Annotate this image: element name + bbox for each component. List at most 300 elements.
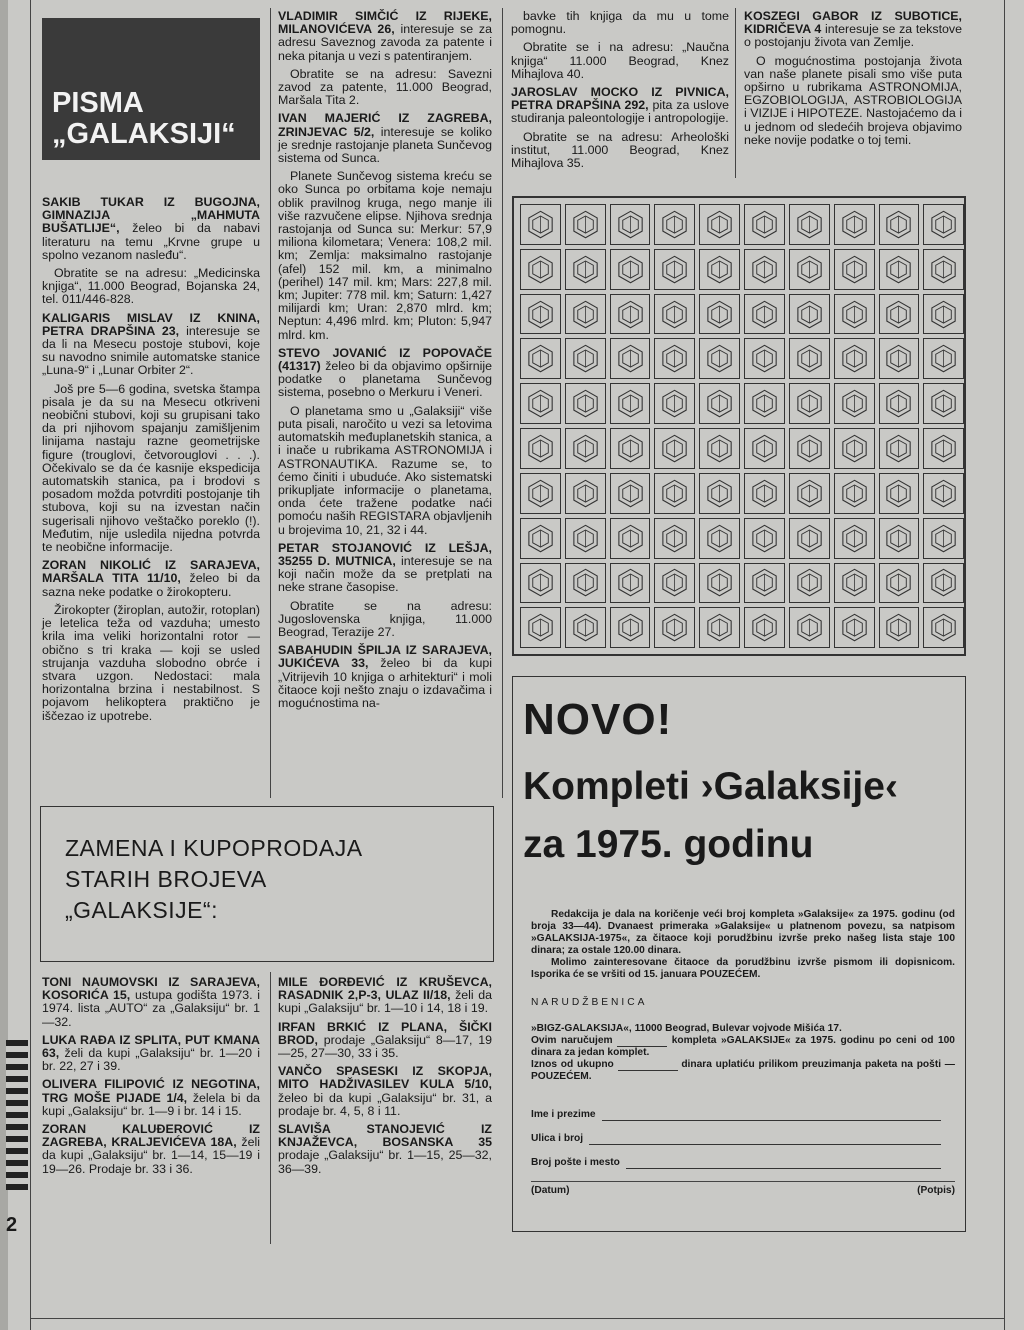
hexagon-icon (839, 388, 870, 419)
hexagon-icon (615, 209, 646, 240)
letter-text: želeo bi da objavimo opširnije podatke o planetama Sunčevog sistema, posebno o Merkuru i Veneri. (278, 359, 492, 400)
hexagon-cell (610, 294, 651, 335)
hexagon-icon (525, 209, 556, 240)
date-sign-line (531, 1181, 955, 1182)
hexagon-cell (789, 428, 830, 469)
field-name-label: Ime i prezime (531, 1109, 596, 1120)
hexagon-cell (565, 383, 606, 424)
hexagon-icon (928, 567, 959, 598)
hexagon-icon (525, 523, 556, 554)
hexagon-cell (610, 383, 651, 424)
hexagon-cell (610, 204, 651, 245)
field-sign-label: (Potpis) (917, 1185, 955, 1196)
hexagon-cell (520, 204, 561, 245)
letter-sender: ZORAN NIKOLIĆ IZ SARAJEVA, MARŠALA TITA 11/10, (42, 558, 260, 586)
hexagon-icon (659, 388, 690, 419)
field-street-label: Ulica i broj (531, 1133, 584, 1144)
hexagon-icon (883, 478, 914, 509)
hexagon-cell (744, 607, 785, 648)
hexagon-icon (615, 433, 646, 464)
letter-text: Obratite se i na adresu: „Naučna knjiga“ 11.000 Beograd, Knez Mihajlova 40. (511, 40, 729, 81)
col-divider-2 (502, 8, 503, 798)
hexagon-icon (570, 433, 601, 464)
hexagon-cell (744, 563, 785, 604)
letter-text: želela bi da kupi „Galaksiju“ br. 1—9 i br. 14 i 15. (42, 1090, 260, 1118)
field-post-label: Broj pošte i mesto (531, 1157, 620, 1168)
hexagon-cell (789, 294, 830, 335)
hexagon-icon (883, 433, 914, 464)
letter-text: želi da kupi „Galaksiju“ br. 1—14, 15—19 i 19—26. Prodaje br. 33 i 36. (42, 1135, 260, 1176)
hexagon-icon (839, 567, 870, 598)
letter-text: želi da kupi „Galaksiju“ br. 1—10 i 14, 18 i 19. (278, 988, 492, 1016)
hexagon-icon (928, 478, 959, 509)
frame-bottom (30, 1318, 1005, 1319)
letter-text: O mogućnostima postojanja života van naše planete pisali smo više puta opširno u rubrikama ASTRONOMIJA, EGZOBIOLOGIJA, ASTROBIOLOGIJA i VIZIJE i HIPOTEZE. Nastojaćemo da i u jednom od sledećih brojeva objavimo neke novije podatke o toj temi. (744, 53, 962, 147)
letter-paragraph (511, 10, 729, 36)
hexagon-icon (749, 254, 780, 285)
zamena-title: ZAMENA I KUPOPRODAJA STARIH BROJEVA „GALAKSIJE“: (65, 835, 362, 923)
letter-paragraph (511, 41, 729, 81)
field-street-input[interactable] (589, 1133, 941, 1145)
hexagon-icon (839, 343, 870, 374)
novo-body-p2: Molimo zainteresovane čitaoce da porudžbinu izvrše pismom ili dopisnicom. Isporika će se vršiti od 15. januara POUZEĆEM. (531, 957, 955, 980)
hexagon-icon (570, 388, 601, 419)
order-title: NARUDŽBENICA (531, 997, 648, 1008)
letter-text: interesuje se da li na Mesecu postoje stubovi, koje su navodno snimile automatske stanice „Luna-9“ i „Lunar Orbiter 2“. (42, 323, 260, 378)
hexagon-icon (749, 209, 780, 240)
novo-body-p1: Redakcija je dala na koričenje veći broj kompleta »Galaksije« za 1975. godinu (od broja 33—44). Dvanaest primeraka »Galaksije« u platnenom povezu, sa natpisom »GALAKSIJA-1975«, za čitaoce koji porudžbinu izvrše preko našeg lista staje 100 dinara; za ostale 120.00 dinara. (531, 909, 955, 956)
hexagon-icon (615, 567, 646, 598)
field-post-input[interactable] (626, 1157, 941, 1169)
letter-sender: SLAVIŠA STANOJEVIĆ IZ KNJAŽEVCA, BOSANSKA 35 (278, 1122, 492, 1150)
letter-paragraph (511, 86, 729, 126)
hexagon-cell (565, 338, 606, 379)
letter-text: Obratite se na adresu: „Medicinska knjiga“, 11.000 Beograd, Bojanska 24, tel. 011/446-828. (42, 266, 260, 307)
hexagon-cell (789, 204, 830, 245)
col-divider-3 (735, 8, 736, 178)
order-address: »BIGZ-GALAKSIJA«, 11000 Beograd, Bulevar vojvode Mišića 17. (531, 1023, 842, 1034)
hexagon-icon (928, 343, 959, 374)
hexagon-cell (923, 338, 964, 379)
hexagon-cell (610, 563, 651, 604)
letter-sender: SAKIB TUKAR IZ BUGOJNA, GIMNAZIJA „MAHMUTA BUŠATLIJE“, (42, 195, 260, 236)
hexagon-icon (704, 433, 735, 464)
hexagon-icon (525, 612, 556, 643)
hexagon-cell (520, 563, 561, 604)
letter-sender: IRFAN BRKIĆ IZ PLANA, ŠIČKI BROD, (278, 1019, 492, 1047)
letter-paragraph (278, 170, 492, 342)
letter-paragraph (278, 600, 492, 640)
letter-text: želeo bi da sazna neke podatke o žirokopteru. (42, 571, 260, 599)
hexagon-cell (565, 563, 606, 604)
hexagon-icon (839, 433, 870, 464)
order-qty-label: Ovim naručujem (531, 1035, 613, 1046)
hexagon-cell (834, 383, 875, 424)
hexagon-icon (570, 523, 601, 554)
hexagon-icon (794, 523, 825, 554)
hexagon-cell (923, 383, 964, 424)
hexagon-icon (794, 567, 825, 598)
letter-paragraph (278, 1065, 492, 1118)
hexagon-icon (570, 299, 601, 330)
hexagon-icon (883, 343, 914, 374)
field-name-input[interactable] (602, 1109, 941, 1121)
hexagon-cell (923, 204, 964, 245)
hexagon-cell (879, 338, 920, 379)
hexagon-icon (659, 254, 690, 285)
hexagon-icon (659, 567, 690, 598)
hexagon-icon (839, 209, 870, 240)
hexagon-cell (610, 473, 651, 514)
hexagon-cell (879, 607, 920, 648)
letter-sender: ZORAN KALUĐEROVIĆ IZ ZAGREBA, KRALJEVIĆEVA 18A, (42, 1122, 260, 1150)
zamena-divider (270, 972, 271, 1244)
hexagon-cell (744, 338, 785, 379)
letter-paragraph (42, 559, 260, 599)
hexagon-icon (749, 523, 780, 554)
zamena-column-2 (278, 976, 492, 1181)
hexagon-cell (744, 428, 785, 469)
hexagon-cell (654, 383, 695, 424)
hexagon-cell (520, 294, 561, 335)
hexagon-cell (654, 473, 695, 514)
hexagon-icon (704, 567, 735, 598)
letter-text: želeo bi da kupi „Galaksiju“ br. 31, a prodaje br. 4, 5, 8 i 11. (278, 1090, 492, 1118)
hexagon-cell (565, 473, 606, 514)
hexagon-icon (525, 433, 556, 464)
letter-paragraph (42, 312, 260, 378)
letter-text: Obratite se na adresu: Arheološki institut, 11.000 Beograd, Knez Mihajlova 35. (511, 129, 729, 171)
hexagon-icon (704, 612, 735, 643)
letter-text: interesuje se na koji način može da se pretplati na neke strane časopise. (278, 553, 492, 595)
hexagon-icon (525, 343, 556, 374)
order-total-line (531, 1059, 955, 1083)
hexagon-cell (654, 518, 695, 559)
hexagon-icon (570, 478, 601, 509)
letter-paragraph (744, 10, 962, 50)
hexagon-cell (744, 249, 785, 290)
hexagon-cell (789, 607, 830, 648)
novo-ad-box (512, 676, 966, 1232)
hexagon-cell (789, 473, 830, 514)
hexagon-cell (610, 607, 651, 648)
hexagon-icon (928, 388, 959, 419)
hexagon-icon (704, 343, 735, 374)
hexagon-icon (794, 433, 825, 464)
hexagon-cell (834, 607, 875, 648)
letter-paragraph (278, 112, 492, 165)
letter-sender: MILE ĐORĐEVIĆ IZ KRUŠEVCA, RASADNIK 2,P-3, ULAZ II/18, (278, 975, 492, 1003)
hexagon-cell (610, 338, 651, 379)
letter-text: pita za uslove studiranja paleontologije i antropologije. (511, 98, 729, 126)
hexagon-icon (525, 254, 556, 285)
letter-sender: VANČO SPASESKI IZ SKOPJA, MITO HADŽIVASILEV KULA 5/10, (278, 1064, 492, 1092)
hexagon-icon (794, 299, 825, 330)
hexagon-icon (615, 612, 646, 643)
hexagon-cell (923, 249, 964, 290)
order-text (531, 1023, 955, 1083)
hexagon-cell (654, 204, 695, 245)
field-date-label: (Datum) (531, 1185, 570, 1196)
hexagon-icon (883, 523, 914, 554)
letter-text: Još pre 5—6 godina, svetska štampa pisala je da su na Mesecu otkriveni neobični stubovi, koji su grupisani tako da pri njihovom spajanju zamišljenim linijama nastaju razne geometrijske figure (trouglovi, četvorouglovi . . .). Očekivalo se da će kasnije ekspedicija automatskih stanica, pa i brodovi s posadom možda potvrditi postojanje tih stubova, koji su na izvestan način sugerisali njihovo veštačko poreklo (!). Međutim, nije usledila nijedna potvrda te neobične informacije. (42, 381, 260, 555)
hexagon-icon (704, 209, 735, 240)
hexagon-cell (699, 338, 740, 379)
letter-paragraph (42, 383, 260, 555)
letters-column-1 (42, 196, 260, 728)
letter-paragraph (744, 55, 962, 147)
novo-body (531, 909, 955, 981)
hexagon-icon (615, 254, 646, 285)
hexagon-cell (789, 563, 830, 604)
hexagon-cell (565, 518, 606, 559)
letter-paragraph (278, 1123, 492, 1176)
zamena-heading-box (40, 806, 494, 962)
hexagon-cell (834, 294, 875, 335)
hexagon-cell (654, 338, 695, 379)
letter-sender: OLIVERA FILIPOVIĆ IZ NEGOTINA, TRG MOŠE PIJADE 1/4, (42, 1077, 260, 1105)
hexagon-cell (834, 338, 875, 379)
decorative-hexagon-grid (512, 196, 966, 656)
letters-column-2 (278, 10, 492, 715)
hexagon-cell (699, 428, 740, 469)
letter-text: Planete Sunčevog sistema kreću se oko Sunca po orbitama koje nemaju oblik pravilnog kruga, nego manje ili više razvučene elipse. Njihova srednja rastojanja od Sunca su: Merkur: 57,9 miliona kilometara; Venera: 108,2 mil. km; Zemlja: maksimalno rastojanje (afel) 152 mil. km, a minimalno (perihel) 147 mil. km; Mars: 227,8 mil. km; Jupiter: 778 mil. km; Saturn: 1,427 milijardi km; Uran: 2,870 mlrd. km; Neptun: 4,496 mlrd. km; Pluton: 5,947 mlrd. km. (278, 169, 492, 342)
letter-text: interesuje se koliko je srednje rastojanje planeta Sunčevog sistema od Sunca. (278, 124, 492, 166)
hexagon-icon (839, 523, 870, 554)
letter-paragraph (42, 1034, 260, 1074)
hexagon-icon (570, 343, 601, 374)
zamena-column-1 (42, 976, 260, 1181)
hexagon-icon (749, 343, 780, 374)
hexagon-cell (789, 518, 830, 559)
novo-kompleti: Kompleti ›Galaksije‹ (523, 765, 898, 808)
hexagon-cell (789, 383, 830, 424)
col-divider-1 (270, 8, 271, 798)
field-name-row (531, 1109, 941, 1121)
letter-paragraph (42, 1123, 260, 1176)
hexagon-icon (525, 299, 556, 330)
hexagon-icon (749, 388, 780, 419)
letter-text: interesuje se za adresu Saveznog zavoda za patente i neka pitanja u vezi s patentiranjem. (278, 22, 492, 63)
hexagon-cell (520, 518, 561, 559)
hexagon-cell (610, 249, 651, 290)
hexagon-cell (520, 338, 561, 379)
hexagon-cell (744, 204, 785, 245)
hexagon-icon (883, 254, 914, 285)
letter-sender: VLADIMIR SIMČIĆ IZ RIJEKE, MILANOVIĆEVA 26, (278, 9, 492, 37)
hexagon-cell (834, 249, 875, 290)
letter-text: O planetama smo u „Galaksiji“ više puta pisali, naročito u vezi sa letovima automatskih međuplanetskih stanica, a i inače u rubrikama ASTRONOMIJA i ASTRONAUTIKA. Razume se, to ćemo činiti i ubuduće. Ako sistematski prikupljate informacije o planetama, onda ćete tražene podatke naći pomoću naših REGISTARA objavljenih u brojevima 10, 21, 32 i 44. (278, 403, 492, 537)
hexagon-cell (923, 518, 964, 559)
order-qty-text: kompleta »GALAKSIJE« za 1975. godinu po ceni od 100 dinara za jedan komplet. (531, 1035, 955, 1058)
hexagon-icon (794, 478, 825, 509)
hexagon-cell (565, 428, 606, 469)
hexagon-icon (794, 343, 825, 374)
hexagon-icon (883, 567, 914, 598)
letter-sender: LUKA RAĐA IZ SPLITA, PUT KMANA 63, (42, 1032, 260, 1061)
hexagon-cell (699, 563, 740, 604)
hexagon-icon (883, 209, 914, 240)
letter-text: želi da kupi „Galaksiju“ br. 1—20 i br. 22, 27 i 39. (42, 1046, 260, 1074)
hexagon-cell (610, 518, 651, 559)
hexagon-icon (659, 209, 690, 240)
letter-text: prodaje „Galaksiju“ 8—17, 19—25, 27—30, 33 i 35. (278, 1032, 492, 1061)
hexagon-cell (879, 204, 920, 245)
letter-paragraph (511, 131, 729, 171)
hexagon-cell (834, 428, 875, 469)
hexagon-icon (839, 299, 870, 330)
letter-text: prodaje „Galaksiju“ br. 1—15, 25—32, 36—39. (278, 1148, 492, 1176)
letter-paragraph (278, 10, 492, 63)
hexagon-cell (654, 428, 695, 469)
letter-text: interesuje se za tekstove o postojanju života van Zemlje. (744, 22, 962, 50)
hexagon-cell (879, 563, 920, 604)
hexagon-cell (654, 607, 695, 648)
hexagon-icon (794, 254, 825, 285)
letters-column-4 (744, 10, 962, 152)
hexagon-icon (704, 478, 735, 509)
hexagon-icon (839, 254, 870, 285)
hexagon-icon (704, 299, 735, 330)
frame-left (30, 0, 31, 1330)
hexagon-icon (659, 343, 690, 374)
hexagon-cell (789, 249, 830, 290)
hexagon-cell (744, 383, 785, 424)
letter-paragraph (278, 68, 492, 108)
letter-text: ustupa godišta 1973. i 1974. lista „AUTO“ za „Galaksiju“ br. 1—32. (42, 988, 261, 1029)
hexagon-cell (565, 204, 606, 245)
order-total-text: dinara uplatiću prilikom preuzimanja paketa na pošti — POUZEĆEM. (531, 1059, 955, 1082)
hexagon-icon (749, 567, 780, 598)
spine-pattern (6, 1040, 28, 1190)
hexagon-cell (520, 607, 561, 648)
hexagon-icon (794, 209, 825, 240)
hexagon-icon (749, 478, 780, 509)
hexagon-icon (704, 388, 735, 419)
page-number: 2 (6, 1214, 18, 1236)
field-date-row (531, 1185, 955, 1197)
hexagon-cell (923, 428, 964, 469)
field-street-row (531, 1133, 941, 1145)
hexagon-cell (699, 204, 740, 245)
letter-sender: JAROSLAV MOCKO IZ PIVNICA, PETRA DRAPŠINA 292, (511, 85, 729, 113)
letter-paragraph (42, 1078, 260, 1118)
novo-headline: NOVO! (523, 695, 673, 744)
hexagon-icon (883, 612, 914, 643)
hexagon-cell (520, 383, 561, 424)
hexagon-cell (834, 204, 875, 245)
hexagon-icon (570, 254, 601, 285)
hexagon-icon (928, 433, 959, 464)
hexagon-cell (879, 294, 920, 335)
hexagon-icon (928, 209, 959, 240)
letter-text: Obratite se na adresu: Savezni zavod za patente, 11.000 Beograd, Maršala Tita 2. (278, 66, 492, 108)
hexagon-icon (659, 523, 690, 554)
hexagon-cell (565, 607, 606, 648)
hexagon-cell (879, 428, 920, 469)
letter-sender: IVAN MAJERIĆ IZ ZAGREBA, ZRINJEVAC 5/2, (278, 111, 492, 139)
hexagon-icon (883, 299, 914, 330)
hexagon-cell (610, 428, 651, 469)
hexagon-icon (749, 299, 780, 330)
hexagon-icon (659, 299, 690, 330)
order-total-field[interactable] (618, 1070, 678, 1071)
letters-column-3 (511, 10, 729, 175)
hexagon-icon (749, 433, 780, 464)
hexagon-cell (879, 383, 920, 424)
hexagon-cell (520, 473, 561, 514)
hexagon-cell (879, 249, 920, 290)
hexagon-icon (749, 612, 780, 643)
hexagon-icon (704, 254, 735, 285)
hexagon-icon (615, 299, 646, 330)
hexagon-cell (879, 518, 920, 559)
hexagon-icon (704, 523, 735, 554)
letter-sender: STEVO JOVANIĆ IZ POPOVAČE (41317) (278, 345, 492, 374)
hexagon-icon (659, 433, 690, 464)
hexagon-icon (659, 612, 690, 643)
hexagon-cell (520, 249, 561, 290)
hexagon-icon (525, 567, 556, 598)
hexagon-cell (789, 338, 830, 379)
hexagon-cell (923, 607, 964, 648)
hexagon-icon (525, 388, 556, 419)
hexagon-icon (570, 567, 601, 598)
hexagon-icon (794, 388, 825, 419)
hexagon-cell (744, 473, 785, 514)
hexagon-cell (699, 473, 740, 514)
hexagon-icon (883, 388, 914, 419)
hexagon-cell (744, 518, 785, 559)
hexagon-icon (570, 209, 601, 240)
hexagon-cell (923, 563, 964, 604)
hexagon-icon (615, 388, 646, 419)
letter-text: bavke tih knjiga da mu u tome pomognu. (511, 9, 729, 37)
novo-year: za 1975. godinu (523, 823, 814, 866)
hexagon-icon (659, 478, 690, 509)
hexagon-icon (928, 254, 959, 285)
letter-sender: KOSZEGI GABOR IZ SUBOTICE, KIDRIČEVA 4 (744, 9, 962, 37)
hexagon-icon (928, 299, 959, 330)
page-title (42, 18, 260, 160)
hexagon-icon (615, 523, 646, 554)
hexagon-icon (839, 612, 870, 643)
letter-paragraph (278, 976, 492, 1016)
hexagon-cell (654, 563, 695, 604)
hexagon-cell (699, 607, 740, 648)
hexagon-icon (615, 343, 646, 374)
frame-right (1004, 0, 1005, 1330)
hexagon-cell (654, 249, 695, 290)
hexagon-icon (615, 478, 646, 509)
hexagon-cell (834, 518, 875, 559)
hexagon-icon (570, 612, 601, 643)
letter-paragraph (42, 976, 260, 1029)
letter-text: želeo bi da nabavi literaturu na temu „Krvne grupe u spolno vezanom nasleđu“. (42, 221, 260, 262)
letter-paragraph (278, 1021, 492, 1061)
hexagon-icon (839, 478, 870, 509)
letter-paragraph (278, 644, 492, 710)
letter-sender: PETAR STOJANOVIĆ IZ LEŠJA, 35255 D. MUTNICA, (278, 540, 492, 568)
hexagon-cell (699, 294, 740, 335)
hexagon-cell (879, 473, 920, 514)
hexagon-cell (699, 518, 740, 559)
letter-paragraph (42, 267, 260, 307)
letter-paragraph (278, 405, 492, 537)
hexagon-cell (565, 249, 606, 290)
letter-paragraph (42, 604, 260, 723)
letter-paragraph (42, 196, 260, 262)
